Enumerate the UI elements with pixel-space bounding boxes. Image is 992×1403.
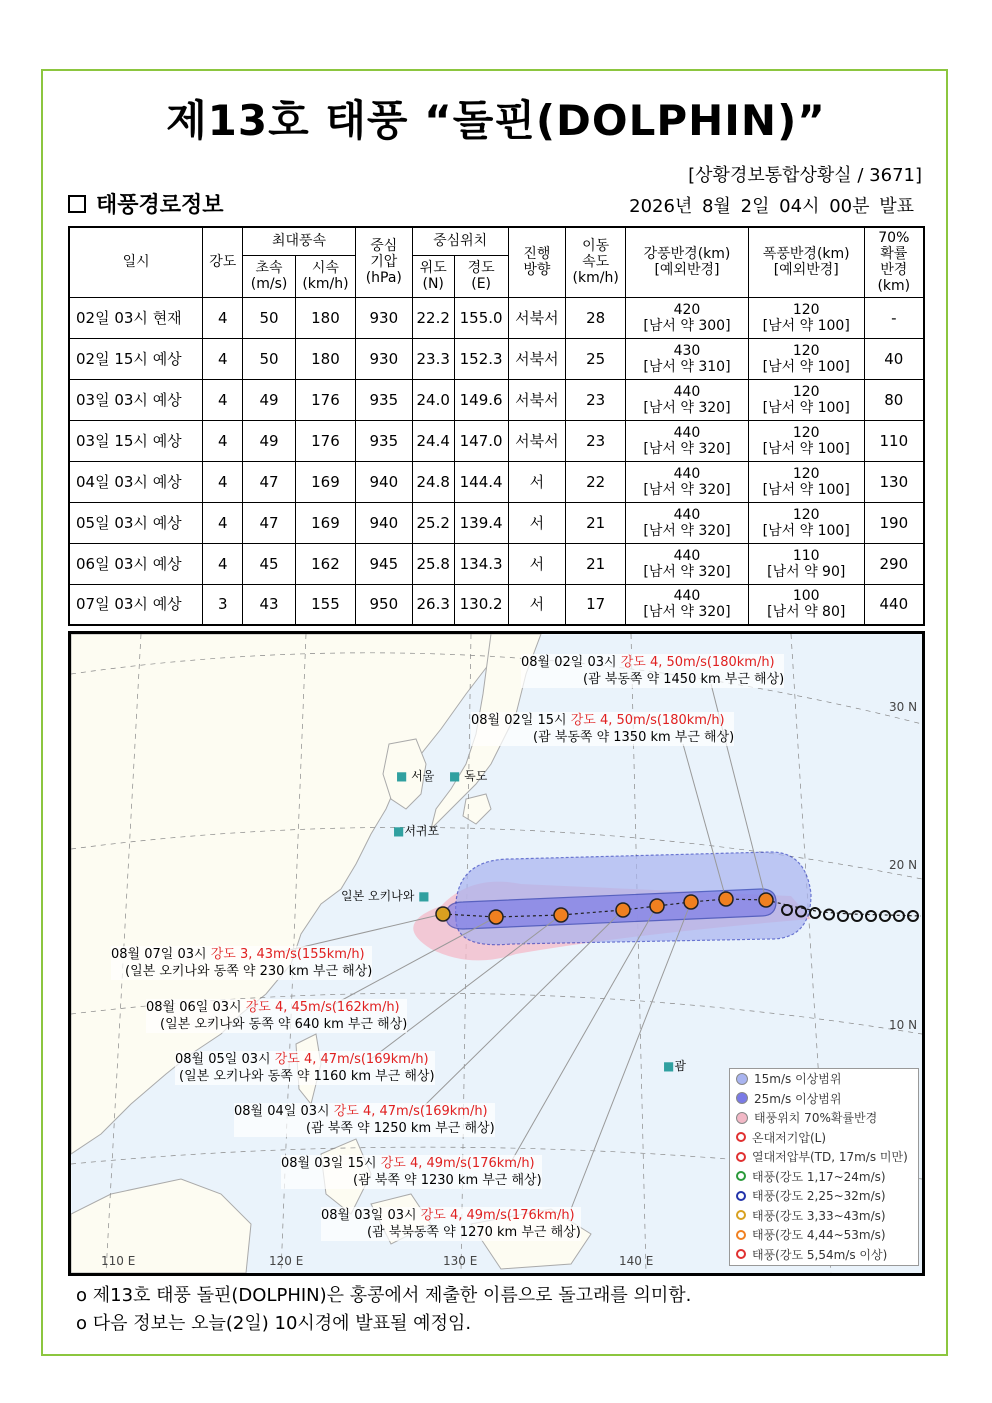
cell-direction: 서북서 <box>508 420 566 461</box>
page-title: 제13호 태풍 “돌핀(DOLPHIN)” <box>166 96 826 145</box>
cell-datetime: 02일 15시 예상 <box>69 338 203 379</box>
map-annotation: 08월 04일 03시 강도 4, 47m/s(169km/h) (괌 북쪽 약 1250 km 부근 해상) <box>234 1104 495 1136</box>
table-row <box>69 543 924 584</box>
checkbox-icon <box>68 195 86 213</box>
cell-pressure: 940 <box>355 502 412 543</box>
typhoon-symbol-icon <box>736 1152 746 1162</box>
cell-storm-radius: 120 [남서 약 100] <box>748 338 864 379</box>
cell-pressure: 935 <box>355 379 412 420</box>
legend-item: 25m/s 이상범위 <box>730 1089 918 1109</box>
table-row <box>69 297 924 338</box>
cell-wind-kmh: 162 <box>296 543 356 584</box>
th-pressure: 중심 기압 (hPa) <box>355 227 412 297</box>
cell-prob-radius: 40 <box>864 338 924 379</box>
cell-wind-ms: 49 <box>243 420 296 461</box>
cell-gale-radius: 440 [남서 약 320] <box>626 502 749 543</box>
table-row <box>69 420 924 461</box>
notes <box>76 1282 691 1338</box>
cell-gale-radius: 420 [남서 약 300] <box>626 297 749 338</box>
legend-item: 태풍(강도 4,44~53m/s) <box>730 1225 918 1245</box>
cell-prob-radius: - <box>864 297 924 338</box>
cell-lat: 23.3 <box>412 338 454 379</box>
cell-wind-kmh: 169 <box>296 502 356 543</box>
cell-intensity: 3 <box>203 584 243 625</box>
cell-lon: 139.4 <box>454 502 508 543</box>
cell-lat: 22.2 <box>412 297 454 338</box>
cell-gale-radius: 440 [남서 약 320] <box>626 379 749 420</box>
cell-lat: 25.2 <box>412 502 454 543</box>
cell-storm-radius: 120 [남서 약 100] <box>748 297 864 338</box>
th-lon: 경도 (E) <box>454 255 508 297</box>
cell-direction: 서 <box>508 502 566 543</box>
cell-intensity: 4 <box>203 502 243 543</box>
cell-intensity: 4 <box>203 297 243 338</box>
cell-wind-kmh: 180 <box>296 338 356 379</box>
th-wind-kmh: 시속 (km/h) <box>296 255 356 297</box>
cell-storm-radius: 100 [남서 약 80] <box>748 584 864 625</box>
cell-prob-radius: 130 <box>864 461 924 502</box>
cell-lat: 26.3 <box>412 584 454 625</box>
cell-direction: 서북서 <box>508 297 566 338</box>
track-map <box>68 631 925 1276</box>
cell-speed: 23 <box>566 379 626 420</box>
cell-direction: 서 <box>508 461 566 502</box>
typhoon-position-icon <box>759 893 773 907</box>
cell-lon: 134.3 <box>454 543 508 584</box>
typhoon-position-icon <box>554 908 568 922</box>
cell-storm-radius: 110 [남서 약 90] <box>748 543 864 584</box>
lat-label: 20 N <box>889 858 918 872</box>
cell-wind-ms: 45 <box>243 543 296 584</box>
lon-label: 130 E <box>443 1254 478 1268</box>
th-max-wind: 최대풍속 <box>243 227 356 255</box>
th-lat: 위도 (N) <box>412 255 454 297</box>
cell-lon: 152.3 <box>454 338 508 379</box>
th-intensity: 강도 <box>203 227 243 297</box>
cell-prob-radius: 80 <box>864 379 924 420</box>
typhoon-position-icon <box>719 892 733 906</box>
lat-label: 10 N <box>889 1018 918 1032</box>
cell-storm-radius: 120 [남서 약 100] <box>748 461 864 502</box>
legend-item: 태풍(강도 3,33~43m/s) <box>730 1206 918 1226</box>
note-line: o 제13호 태풍 돌핀(DOLPHIN)은 홍콩에서 제출한 이름으로 돌고래를 의미함. <box>76 1285 692 1306</box>
cell-datetime: 04일 03시 예상 <box>69 461 203 502</box>
lon-label: 120 E <box>269 1254 304 1268</box>
legend-item: 태풍(강도 5,54m/s 이상) <box>730 1245 918 1265</box>
th-prob: 70% 확률 반경 (km) <box>864 227 924 297</box>
table-row <box>69 379 924 420</box>
typhoon-position-icon <box>616 903 630 917</box>
cell-wind-kmh: 176 <box>296 379 356 420</box>
table-row <box>69 502 924 543</box>
issued-time: 2026년 8월 2일 04시 00분 발표 <box>629 196 914 217</box>
cell-prob-radius: 110 <box>864 420 924 461</box>
map-annotation: 08월 03일 03시 강도 4, 49m/s(176km/h) (괌 북북동쪽 약 1270 km 부근 해상) <box>321 1208 581 1240</box>
cell-datetime: 05일 03시 예상 <box>69 502 203 543</box>
cell-gale-radius: 440 [남서 약 320] <box>626 543 749 584</box>
cell-wind-kmh: 169 <box>296 461 356 502</box>
place-dokdo: ■ 독도 <box>449 769 488 783</box>
legend-swatch <box>736 1112 748 1124</box>
cell-prob-radius: 290 <box>864 543 924 584</box>
cell-direction: 서 <box>508 543 566 584</box>
section-heading <box>68 188 224 219</box>
th-position: 중심위치 <box>412 227 508 255</box>
cell-lat: 24.4 <box>412 420 454 461</box>
typhoon-symbol-icon <box>736 1210 746 1220</box>
cell-intensity: 4 <box>203 461 243 502</box>
cell-direction: 서북서 <box>508 338 566 379</box>
cell-pressure: 930 <box>355 338 412 379</box>
cell-lat: 25.8 <box>412 543 454 584</box>
map-legend <box>729 1068 919 1266</box>
legend-item: 태풍(강도 2,25~32m/s) <box>730 1186 918 1206</box>
track-table-body <box>69 297 924 625</box>
place-okinawa: 일본 오키나와 ■ <box>341 889 430 903</box>
cell-prob-radius: 440 <box>864 584 924 625</box>
legend-item: 태풍위치 70%확률반경 <box>730 1108 918 1128</box>
cell-wind-ms: 49 <box>243 379 296 420</box>
typhoon-position-icon <box>489 910 503 924</box>
th-storm-radius: 폭풍반경(km) [예외반경] <box>748 227 864 297</box>
cell-pressure: 940 <box>355 461 412 502</box>
cell-gale-radius: 430 [남서 약 310] <box>626 338 749 379</box>
section-title: 태풍경로정보 <box>96 193 224 218</box>
cell-gale-radius: 440 [남서 약 320] <box>626 420 749 461</box>
cell-lon: 147.0 <box>454 420 508 461</box>
cell-lon: 130.2 <box>454 584 508 625</box>
typhoon-symbol-icon <box>736 1191 746 1201</box>
cell-gale-radius: 440 [남서 약 320] <box>626 584 749 625</box>
map-annotation: 08월 05일 03시 강도 4, 47m/s(169km/h) (일본 오키나와 동쪽 약 1160 km 부근 해상) <box>175 1052 435 1084</box>
table-row <box>69 338 924 379</box>
cell-direction: 서북서 <box>508 379 566 420</box>
place-guam: ■괌 <box>663 1059 686 1073</box>
cell-datetime: 06일 03시 예상 <box>69 543 203 584</box>
lon-label: 110 E <box>101 1254 136 1268</box>
cell-storm-radius: 120 [남서 약 100] <box>748 420 864 461</box>
note-line: o 다음 정보는 오늘(2일) 10시경에 발표될 예정임. <box>76 1313 472 1334</box>
cell-speed: 22 <box>566 461 626 502</box>
typhoon-symbol-icon <box>736 1249 746 1259</box>
cell-datetime: 03일 15시 예상 <box>69 420 203 461</box>
cell-wind-ms: 47 <box>243 461 296 502</box>
th-wind-ms: 초속 (m/s) <box>243 255 296 297</box>
cell-intensity: 4 <box>203 543 243 584</box>
cell-datetime: 07일 03시 예상 <box>69 584 203 625</box>
typhoon-position-icon <box>684 895 698 909</box>
cell-lat: 24.0 <box>412 379 454 420</box>
cell-speed: 17 <box>566 584 626 625</box>
cell-lon: 144.4 <box>454 461 508 502</box>
cell-gale-radius: 440 [남서 약 320] <box>626 461 749 502</box>
legend-item: 온대저기압(L) <box>730 1128 918 1148</box>
cell-wind-ms: 50 <box>243 297 296 338</box>
typhoon-symbol-icon <box>736 1230 746 1240</box>
cell-speed: 23 <box>566 420 626 461</box>
cell-storm-radius: 120 [남서 약 100] <box>748 502 864 543</box>
cell-direction: 서 <box>508 584 566 625</box>
lon-label: 140 E <box>619 1254 654 1268</box>
track-table <box>68 226 925 626</box>
cell-intensity: 4 <box>203 420 243 461</box>
typhoon-symbol-icon <box>736 1171 746 1181</box>
map-annotation: 08월 02일 03시 강도 4, 50m/s(180km/h) (괌 북동쪽 약 1450 km 부근 해상) <box>521 655 785 687</box>
cell-wind-kmh: 155 <box>296 584 356 625</box>
legend-item: 15m/s 이상범위 <box>730 1069 918 1089</box>
cell-wind-ms: 47 <box>243 502 296 543</box>
cell-pressure: 930 <box>355 297 412 338</box>
legend-swatch <box>736 1073 748 1085</box>
cell-pressure: 945 <box>355 543 412 584</box>
map-annotation: 08월 02일 15시 강도 4, 50m/s(180km/h) (괌 북동쪽 약 1350 km 부근 해상) <box>471 713 735 745</box>
cell-datetime: 02일 03시 현재 <box>69 297 203 338</box>
cell-pressure: 935 <box>355 420 412 461</box>
map-annotation: 08월 07일 03시 강도 3, 43m/s(155km/h) (일본 오키나와 동쪽 약 230 km 부근 해상) <box>111 947 373 979</box>
cell-intensity: 4 <box>203 338 243 379</box>
cell-lat: 24.8 <box>412 461 454 502</box>
map-annotation: 08월 06일 03시 강도 4, 45m/s(162km/h) (일본 오키나와 동쪽 약 640 km 부근 해상) <box>146 1000 408 1032</box>
th-datetime: 일시 <box>69 227 203 297</box>
cell-prob-radius: 190 <box>864 502 924 543</box>
cell-speed: 28 <box>566 297 626 338</box>
cell-datetime: 03일 03시 예상 <box>69 379 203 420</box>
map-annotation: 08월 03일 15시 강도 4, 49m/s(176km/h) (괌 북쪽 약 1230 km 부근 해상) <box>281 1156 542 1188</box>
typhoon-position-icon <box>436 907 450 921</box>
table-row <box>69 461 924 502</box>
typhoon-position-icon <box>650 899 664 913</box>
cell-speed: 21 <box>566 543 626 584</box>
cell-lon: 149.6 <box>454 379 508 420</box>
legend-item: 열대저압부(TD, 17m/s 미만) <box>730 1147 918 1167</box>
cell-lon: 155.0 <box>454 297 508 338</box>
cell-intensity: 4 <box>203 379 243 420</box>
issuer-label: [상황경보통합상황실 / 3671] <box>688 165 922 186</box>
th-gale-radius: 강풍반경(km) [예외반경] <box>626 227 749 297</box>
place-seogwipo: ■서귀포 <box>393 824 440 838</box>
legend-item: 태풍(강도 1,17~24m/s) <box>730 1167 918 1187</box>
cell-wind-ms: 43 <box>243 584 296 625</box>
cell-wind-ms: 50 <box>243 338 296 379</box>
lat-label: 30 N <box>889 700 918 714</box>
table-row <box>69 584 924 625</box>
cell-storm-radius: 120 [남서 약 100] <box>748 379 864 420</box>
cell-wind-kmh: 180 <box>296 297 356 338</box>
th-direction: 진행 방향 <box>508 227 566 297</box>
cell-speed: 21 <box>566 502 626 543</box>
legend-swatch <box>736 1092 748 1104</box>
cell-speed: 25 <box>566 338 626 379</box>
typhoon-symbol-icon <box>736 1132 746 1142</box>
th-speed: 이동 속도 (km/h) <box>566 227 626 297</box>
place-seoul: ■ 서울 <box>396 769 435 783</box>
cell-wind-kmh: 176 <box>296 420 356 461</box>
cell-pressure: 950 <box>355 584 412 625</box>
